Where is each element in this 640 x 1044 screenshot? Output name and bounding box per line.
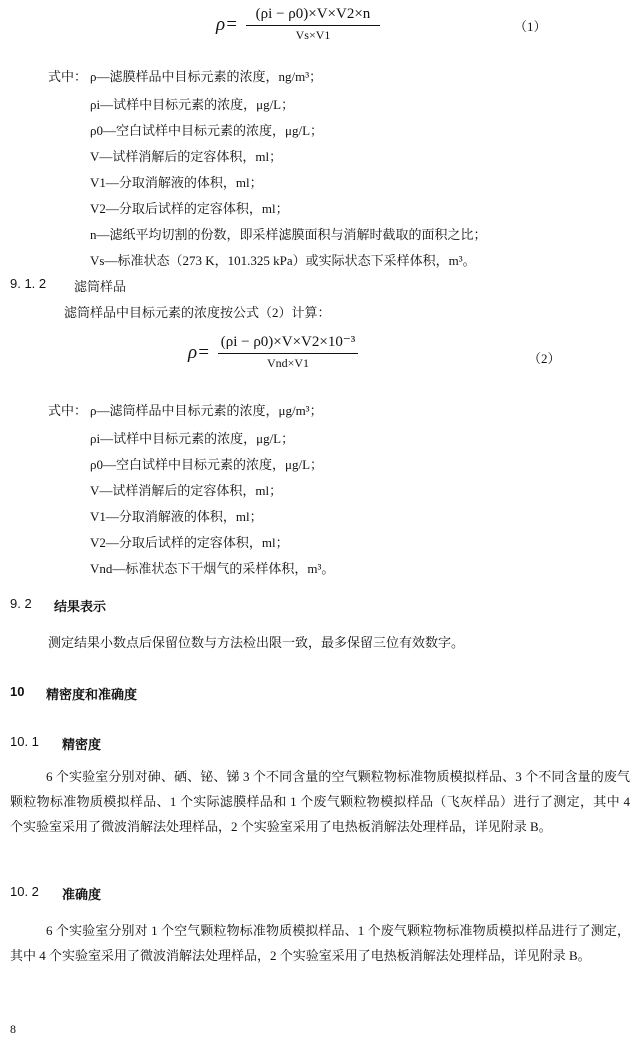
def-rho-i: ρi—试样中目标元素的浓度，μg/L； <box>90 431 295 446</box>
section-10-1-number: 10. 1 <box>10 734 39 749</box>
equation-1-fraction <box>246 6 380 43</box>
section-10-1-title: 精密度 <box>62 737 102 752</box>
section-10-1-text: 6 个实验室分别对砷、硒、铋、锑 3 个不同含量的空气颗粒物标准物质模拟样品、3 个不同含量的废气颗粒物标准物质模拟样品、1 个实际滤膜样品和 1 个废气颗粒物模拟样品（飞灰样品）进行了测定，其中 4 个实验室采用了微波消解法处理样品，2 个实验室采用了电热板消解法处理样品，详见附录 B。 <box>10 769 630 834</box>
section-9-1-2-intro: 滤筒样品中目标元素的浓度按公式（2）计算： <box>64 305 331 320</box>
section-10-2-title: 准确度 <box>62 887 102 902</box>
section-10-title: 精密度和准确度 <box>46 687 138 702</box>
def-V1: V1—分取消解液的体积，ml； <box>90 509 263 524</box>
def-rho-0: ρ0—空白试样中目标元素的浓度，μg/L； <box>90 123 324 138</box>
equation-1-numerator: (ρi − ρ0)×V×V2×n <box>255 6 371 22</box>
def-rho: ρ—滤膜样品中目标元素的浓度，ng/m³； <box>90 69 323 84</box>
equation-2-lhs: ρ= <box>188 342 210 363</box>
def-rho-0: ρ0—空白试样中目标元素的浓度，μg/L； <box>90 457 324 472</box>
equation-1-lhs: ρ= <box>216 14 238 35</box>
equation-1 <box>0 4 640 54</box>
def-Vs: Vs—标准状态（273 K，101.325 kPa）或实际状态下采样体积，m³。 <box>90 253 476 268</box>
def-Vnd: Vnd—标准状态下干烟气的采样体积，m³。 <box>90 561 335 576</box>
def-V: V—试样消解后的定容体积，ml； <box>90 149 283 164</box>
equation-2-fraction <box>218 332 358 371</box>
equation-1-denominator: Vs×V1 <box>295 28 331 42</box>
equation-1-number: （1） <box>514 19 547 34</box>
page-number: 8 <box>10 1022 16 1036</box>
section-9-2-title: 结果表示 <box>54 599 107 614</box>
def-rho: ρ—滤筒样品中目标元素的浓度，μg/m³； <box>90 403 323 418</box>
def-V2: V2—分取后试样的定容体积，ml； <box>90 201 289 216</box>
def-n: n—滤纸平均切割的份数，即采样滤膜面积与消解时截取的面积之比； <box>90 227 487 242</box>
section-9-2-number: 9. 2 <box>10 596 32 611</box>
equation-2-denominator: Vnd×V1 <box>266 356 310 370</box>
section-10-2-number: 10. 2 <box>10 884 39 899</box>
section-10-2-text: 6 个实验室分别对 1 个空气颗粒物标准物质模拟样品、1 个废气颗粒物标准物质模拟样品进行了测定，其中 4 个实验室采用了微波消解法处理样品，2 个实验室采用了电热板消解法处理样品，详见附录 B。 <box>10 923 630 963</box>
section-9-1-2-title: 滤筒样品 <box>74 279 127 294</box>
section-10-number: 10 <box>10 684 25 699</box>
equation-2-numerator: (ρi − ρ0)×V×V2×10⁻³ <box>220 334 356 350</box>
def-V1: V1—分取消解液的体积，ml； <box>90 175 263 190</box>
section-9-1-2-number: 9. 1. 2 <box>10 276 47 291</box>
equation-2 <box>0 330 640 380</box>
defs-prefix: 式中： <box>48 403 88 418</box>
def-V2: V2—分取后试样的定容体积，ml； <box>90 535 289 550</box>
equation-2-number: （2） <box>528 351 561 366</box>
section-9-2-text: 测定结果小数点后保留位数与方法检出限一致，最多保留三位有效数字。 <box>48 635 465 650</box>
defs-prefix: 式中： <box>48 69 88 84</box>
def-V: V—试样消解后的定容体积，ml； <box>90 483 283 498</box>
def-rho-i: ρi—试样中目标元素的浓度，μg/L； <box>90 97 295 112</box>
